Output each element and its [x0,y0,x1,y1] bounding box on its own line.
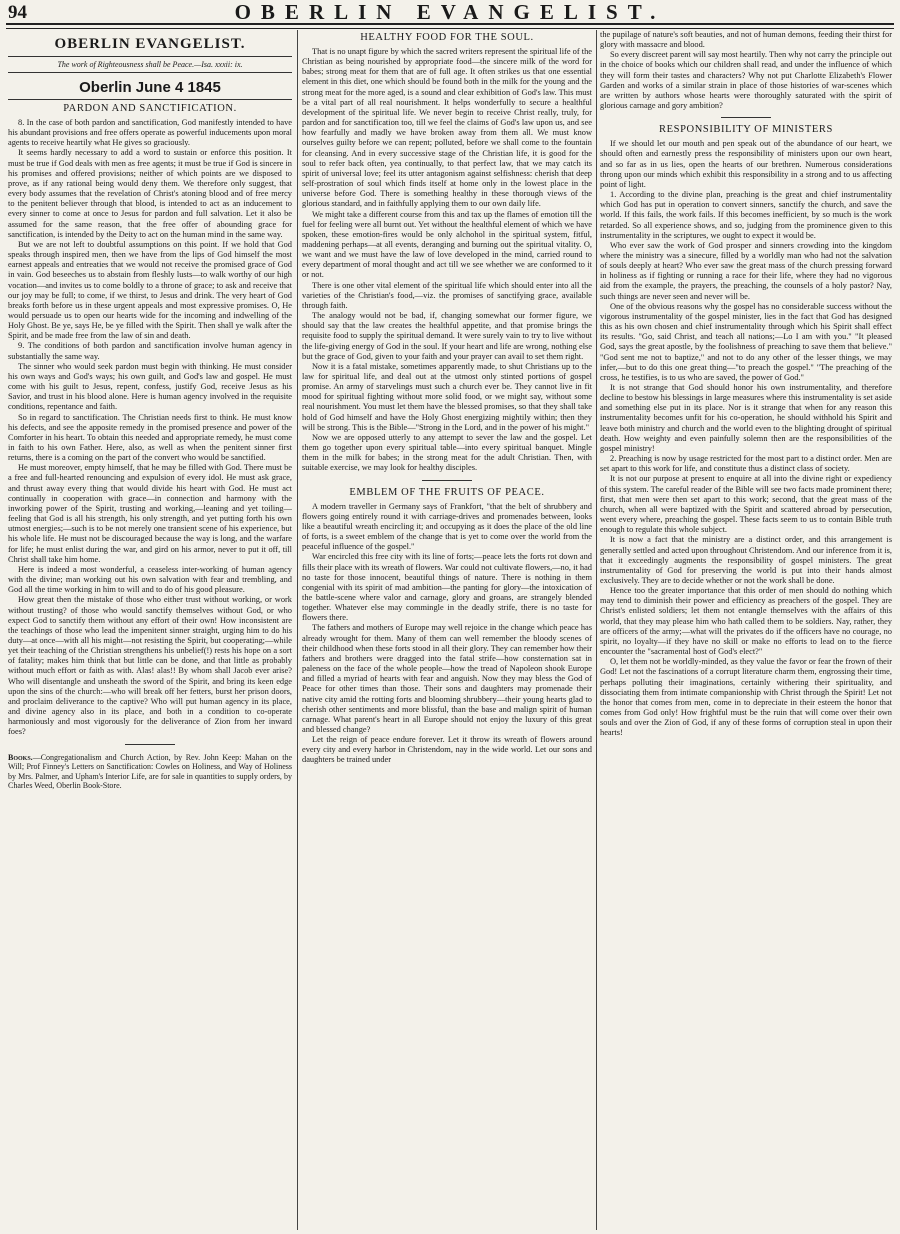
masthead [0,0,900,22]
paragraph: It is not strange that God should honor his own instrumentality, and therefore decline to bestow his blessings in large measures where this instrumentality is set aside and something else put in its place. Nor is it strange that when for any reason this instrumentality becomes unfit for his co-operation, he should withhold his Spirit and leave both ministry and church and the world even to the blighting drought of spiritual death. How weighty and even painfully solemn then are the responsibilities of the gospel ministry! [600,383,892,453]
paragraph: Who ever saw the work of God prosper and sinners crowding into the kingdom where the ministry was a sinecure, filled by a worldly man who had not the salvation of souls deeply at heart? Who ever saw the great mass of the church pressing forward in holiness as if fighting or running a race for their life, where they had no vigorous aid from the example, the prayers, the preaching, the counsels of a holy pastor? Nay, such things are never seen and never will be. [600,240,892,301]
paragraph: We might take a different course from this and tax up the flames of emotion till the fuel for feeling were all burnt out. Yet without the healthful element of which we have spoken, these emotion-fires would be only alchohol in the spiritual system, fitful, maddening perhaps—at all events, deranging and burning out the spiritual vitality. O, we want and we must have the law of love developed in the mind, carried round to every department of moral thought and act till we see whether we are conformed to it or not. [302,209,592,280]
running-title: OBERLIN EVANGELIST. [234,0,666,24]
paragraph: A modern traveller in Germany says of Frankfort, "that the belt of shrubbery and flowers going entirely round it with carriage-drives and promenades between, looks like a beautiful wreath encircling it; and occupying as it does the place of the old line of forts, is a sweet emblem of the change that is yet to come over the world from the peaceful influence of the gospel." [302,501,592,552]
paragraph: War encircled this free city with its line of forts;—peace lets the forts rot down and fills their place with its wreath of flowers. War could not cultivate flowers,—no, it had no taste for those innocent, beautiful things of nature. There is nothing in them congenial with its spirit of mad ambition—the panting for glory—the intoxication of the battle-scene where valor and carnage, glory and groans, are strangely blended together. Whatever else may commingle in the deadly strife, there is no taste for flowers there. [302,552,592,623]
paragraph: It is now a fact that the ministry are a distinct order, and this arrangement is generally settled and acted upon throughout Christendom. And our inference from it is, that it exceedingly augments the responsibility of gospel ministers. The great instrumentality of God for preserving the world is put into their hands almost exclusively. They are to decide whether or not the work shall be done. [600,535,892,585]
divider [125,744,175,745]
paragraph: So in regard to sanctification. The Christian needs first to think. He must know his defects, and see the apposite remedy in the promised presence and power of the Comforter in his heart. To obtain this needed and appropriate remedy, he must come in faith to his own Father. Here, also, as well as when the penitent sinner first returns, there is a coming on the part of the convert who would be sanctified. [8,412,292,463]
paragraph: It seems hardly necessary to add a word to sustain or enforce this position. It must be true if God deals with men as free agents; it must be true if God is sincere in his promises and offered provisions; neither of which points are we disposed to prove, as if any rational being would deny them. We therefore only suggest, that every body assumes that the revelation of Christ's atoning blood and of free mercy to the penitent believer through that blood, is intended to act as an inducement to every sinner to come at once to Jesus for pardon and full salvation. Let it also be assumed for the same reason, that the free offer of abounding grace for sanctification, is intended by the Deity to act on the human mind in the same way. [8,148,292,239]
divider [8,99,292,100]
paragraph: But we are not left to doubtful assumptions on this point. If we hold that God speaks through inspired men, then we have from the lips of God himself the most earnest appeals and entreaties that we would not receive the promised grace of God in vain. God beseeches us to abstain from fleshly lusts—to walk worthy of our high vocation—and invites us to come boldly to a throne of grace; to ask and receive that our joy may be full; to come, if we thirst, to Jesus and drink. The very heart of God breaks forth before us in these urgent appeals and most expressive promises. O, He would persuade us to open our hearts wide for the incoming and indwelling of the Holy Ghost. Be ye, says He, be ye filled with the Spirit. Then shall ye walk after the Spirit, and be made free from the law of sin and death. [8,239,292,341]
dateline: Oberlin June 4 1845 [79,79,221,96]
masthead-rule [6,23,894,29]
paragraph: Here is indeed a most wonderful, a ceaseless inter-working of human agency with the divine; man working out his own salvation with fear and trembling, and God all the time working in him to will and to do of his good pleasure. [8,564,292,595]
paragraph: Hence too the greater importance that this order of men should do nothing which may tend to diminish their power and efficiency as preachers of the gospel. They are Christ's enlisted soldiers; let them not entangle themselves with the affairs of this world, that they may please him who hath called them to be soldiers. Nay, rather, they are officers of the army;—what will the privates do if the officers have no courage, no spirit, no loyalty—if they have no skill or make no efforts to lead on to the fierce encounter the "sacramental host of God's elect?" [600,586,892,657]
paragraph: Let the reign of peace endure forever. Let it throw its wreath of flowers around every city and every harbor in Christendom, nay in the wide world. Let our sons and daughters be trained under [302,735,592,765]
paragraph: 1. According to the divine plan, preaching is the great and chief instrumentality which God has put in operation to convert sinners, sanctify the church, and save the world. If this fails, the work fails. If this becomes inefficient, by so much is the work retarded. So all experience shows, and so, judging from the prominence given to this instrumentality in the scriptures, we ought to expect it would be. [600,190,892,240]
paragraph: It is not our purpose at present to enquire at all into the divine right or expediency of this system. The careful reader of the Bible will see two facts made prominent there; first, that men were then set apart to this work; second, that the great mass of the church, when all were baptized with the Spirit and scattered abroad by persecution, went every where, preaching the gospel. These facts seem to us to contain Bible truth enough to regulate this whole subject. [600,474,892,535]
page-number: 94 [8,2,27,23]
column-2 [302,30,592,1230]
divider [8,72,292,73]
column-divider [596,30,597,1230]
paragraph: How great then the mistake of those who either trust without working, or work without trusting? of those who would sanctify themselves without God, or who expect God to sanctify them without any effort of their own! How inconsistent are the teachings of those who lead the impenitent sinner straight, urging him to do his duty—at once—with all his might—not resisting the Spirit, but cooperating;—while yet their teaching of the Christian strengthens his unbelief(!) rests his hope on a sort of fatality; makes him think that but little can be done, and that little as probably without much effort or faith as with. Alas! alas!! By whom shall Jacob ever arise? Who will disentangle and unsheath the sword of the Spirit, and bring its keen edge upon the sins of the church:—who will break off her fetters, burst her prison doors, and proclaim deliverance to the captive? Who will put human agency in its place, and divine agency also in its place, and both in a condition to co-operate harmoniously and most vigorously for the deliverance of Zion from her inward foes? [8,595,292,737]
paragraph: The sinner who would seek pardon must begin with thinking. He must consider his own ways and God's ways; his own guilt, and God's law and gospel. He must come with his guilt to Jesus, repent, confess, justify God, receive Jesus as his Savior, and trust in his blood alone. Here is human agency involved in the requisite conditions, repentance and faith. [8,361,292,412]
motto: The work of Righteousness shall be Peace.—Isa. xxxii: ix. [57,60,243,69]
paragraph: One of the obvious reasons why the gospel has no considerable success without the vigorous instrumentality of the gospel minister, lies in the fact that God has designed this as his own chosen and chief instrumentality through which his Spirit shall effect its results. "Go, said Christ, and teach all nations;—Lo I am with you." "It pleased God, says the great apostle, by the foolishness of preaching to save them that believe." "God sent me not to baptize," and not to do any other of the lesser things, we may infer,—but to do this one great thing—"to preach the gospel." "The preaching of the cross, he testifies, is to us who are saved, the power of God." [600,301,892,382]
divider [8,56,292,57]
books-label: Books. [8,752,33,762]
paragraph: 8. In the case of both pardon and sanctification, God manifestly intended to have his abundant provisions and free offers operate as powerful inducements upon moral agents to receive heartily what He gives so graciously. [8,118,292,148]
paragraph: Now we are opposed utterly to any attempt to sever the law and the gospel. Let them go together upon every spiritual table—into every spiritual banquet. Mingle them in the milk for babes; in the strong meat for the adult Christian. Then, with suitable exercise, we may look for healthy disciples. [302,432,592,473]
article-heading: PARDON AND SANCTIFICATION. [63,103,237,114]
paragraph: If we should let our mouth and pen speak out of the abundance of our heart, we should often and earnestly press the responsibility of ministers upon our own heart, and so far as in us lies, open the hearts of our brethren. Numerous considerations throng upon our minds which exhibit this responsibility in a strong and to us affecting point of light. [600,139,892,189]
paper-name: OBERLIN EVANGELIST. [54,36,246,52]
column-divider [297,30,298,1230]
paragraph: He must moreover, empty himself, that he may be filled with God. There must be a free and full-hearted renouncing and expulsion of every idol. He must ask grace, and thrust away every thing that would divide his heart with God. He must act continually in cooperation with grace—in connection and harmony with the inworking power of the Spirit, trusting and working,—leaning and yet toiling—feeling that God is all his strength, his only strength, and yet putting forth his own utmost energies;—such is to be not merely one transient scene of his experience, but his whole life. He must not be discouraged because the way is long, and the warfare for life; he must enlist during the war, and gird on his armor, never to put it off, till Christ shall take him home. [8,463,292,564]
divider [721,117,771,118]
books-text: —Congregationalism and Church Action, by Rev. John Keep: Mahan on the Will; Prof Finney's Letters on Sanctification: Cowles on Holiness, and Way of Holiness by Mrs. Palmer, and Upham's Interior Life, are for sale in quantities to supply orders, by Charles Weed, Oberlin Book-Store. [8,752,292,791]
column-1 [8,30,292,1230]
column-3 [600,30,892,1230]
paragraph: the pupilage of nature's soft beauties, and not of human demons, feeding their thirst for glory with massacre and blood. [600,30,892,50]
article-heading: EMBLEM OF THE FRUITS OF PEACE. [349,486,545,498]
paragraph: 2. Preaching is now by usage restricted for the most part to a distinct order. Men are set apart to this work for life, and constitute thus a distinct class of society. [600,454,892,474]
divider [422,480,472,481]
article-heading: HEALTHY FOOD FOR THE SOUL. [360,32,534,43]
paragraph: So every discreet parent will say most heartily. Then why not carry the principle out in the choice of books which our children shall read, and under the influence of which they will form their tastes and characters? Why not put Charlotte Elizabeth's Flower Garden and works of a similar strain in place of those histories of war-scenes which are written by authors whose hearts were thoroughly saturated with the spirit of glorious carnage and gory ambition? [600,50,892,111]
paragraph: That is no unapt figure by which the sacred writers represent the spiritual life of the Christian as being nourished by appropriate food—the sincere milk of the word for babes; strong meat for them that are of full age. It often strikes us that one essential element in this diet, one which should be found both in the milk for the young and the strong meat for the more aged, is a sound and clear exhibition of God's law. This must be a vital part of all real nourishment. It helps wonderfully to secure a healthful development of the spiritual life. We never begin to receive Christ really, truly, for pardon and for sanctification too, till we feel the claims of God's law upon us, and see how fearfully and madly we have broken away from them all. We must know ourselves guilty before we can repent; polluted, before we shall come to the fountain for cleansing. And in every successive stage of the Christian life, it is good for the soul to refer back often, yea continually, to that perfect law, that we may catch its spirit of universal love; feel its utter antagonism against selfishness: cherish that deep self-prostration of soul which finds itself at home only in the lowest place in the universe before God. There is something healthy in these thorough views of the glorious standard, and in faithfully applying them to our own daily life. [302,47,592,209]
paragraph: The analogy would not be bad, if, changing somewhat our former figure, we should say that the law creates the healthful appetite, and that promise brings the requisite food to supply the spiritual demand. It were surely vain to try to live without the life-giving energy of God in the soul. If your heart and life are wrong, nothing else but the grace of God, given to your faith and your prayer can avail to set them right. [302,311,592,361]
article-heading: RESPONSIBILITY OF MINISTERS [659,124,833,136]
paragraph: There is one other vital element of the spiritual life which should enter into all the varieties of the Christian's food,—viz. the promises of sanctifying grace, available through faith. [302,280,592,310]
paragraph: O, let them not be worldly-minded, as they value the favor or fear the frown of their God! Let not the fascinations of a corrupt literature charm them, engrossing their time, perhaps polluting their imaginations, certainly withering their spirituality, and dissociating them from intimate companionship with Christ through the Spirit! Let not the honor that comes from men, come in to depreciate in their esteem the honor that comes from God only! How frightful must be the ruin that will come over their own souls and over the Zion of God, if any of these forms of corruption steal in upon their hearts! [600,657,892,738]
paragraph: The fathers and mothers of Europe may well rejoice in the change which peace has already wrought for them. Many of them can well remember the bloody scenes of their childhood when these forts stood in all their glory. They can remember how their fathers and brothers were dragged into the fatal strife—how consternation sat in paleness on the face of the whole people—how the tread of Napoleon shook Europe and filled a myriad of hearts with fear and anguish. Now they may bless the God of Peace for other times than those. Their sons and daughters may promenade their native city amid the rotting forts and blooming shrubbery—their young hearts glad to cherish other sentiments and more blissful, than the base and malign spirit of human carnage. What parent's heart in all Europe should not enjoy the luxury of this great and blessed change? [302,623,592,734]
paragraph: 9. The conditions of both pardon and sanctification involve human agency in substantially the same way. [8,341,292,361]
books-notice [8,753,292,791]
paragraph: Now it is a fatal mistake, sometimes apparently made, to shut Christians up to the law for spiritual life, and deal out at the utmost only stinted portions of gospel promise. An army of starvelings must such a church ever be. They cannot live in fit mood for spiritual fighting without more solid food, or we might say, without some real nourishment. You must let them have the blessed promises, so that they shall take hold of God himself and have the Holy Ghost energizing mightily within; then they will be strong. This is the Bible—"Strong in the Lord, and in the power of his might." [302,361,592,432]
